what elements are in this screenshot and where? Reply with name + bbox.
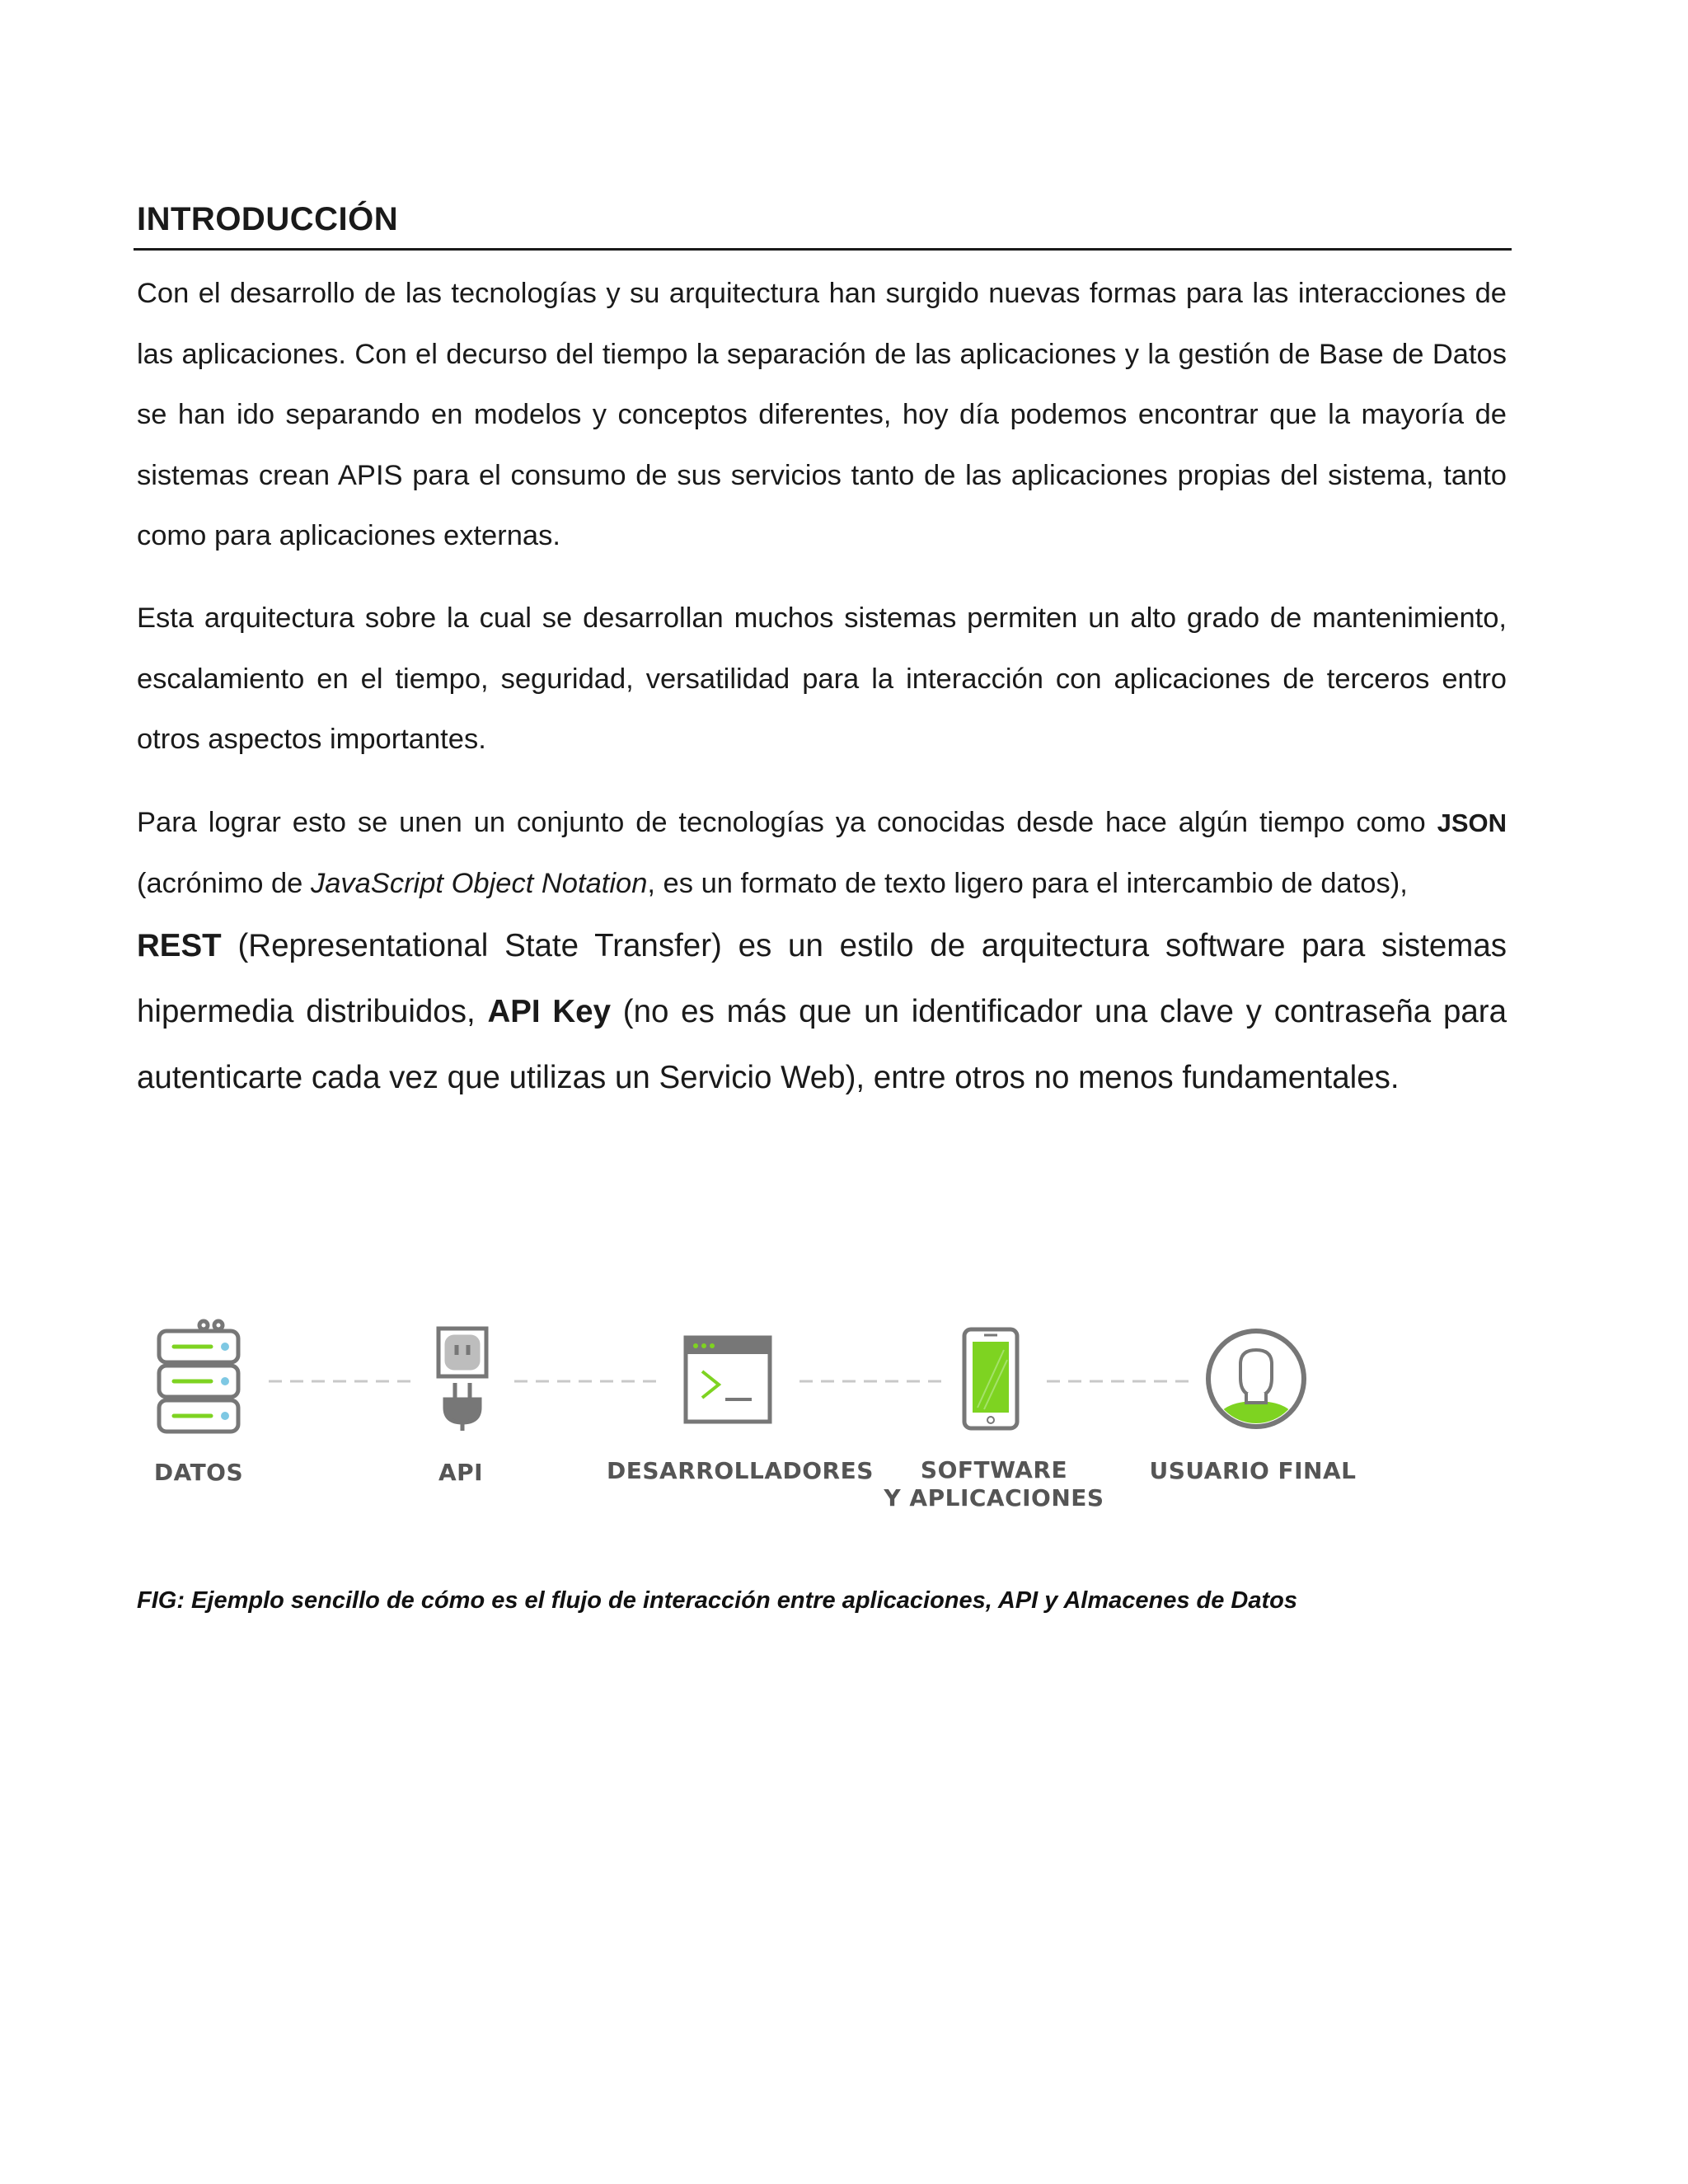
javascript-object-notation-term: JavaScript Object Notation bbox=[310, 867, 648, 899]
node-label-desarrolladores: DESARROLLADORES bbox=[607, 1457, 874, 1484]
paragraph3-text-5: (no es más que un identificador una clave y contraseña para autenticarte cada vez que utilizas un Servicio Web), entre otros no menos fundamentales. bbox=[137, 994, 1507, 1095]
user-avatar-icon bbox=[1208, 1331, 1304, 1434]
section-heading: INTRODUCCIÓN bbox=[137, 201, 399, 237]
intro-paragraph-1: Con el desarrollo de las tecnologías y su arquitectura han surgido nuevas formas para las interacciones de las aplicaciones. Con el decurso del tiempo la separación de las aplicaciones y la gestión de Base de Datos se han ido separando en modelos y conceptos diferentes, hoy día podemos encontrar que la mayoría de sistemas crean APIS para el consumo de sus servicios tanto de las aplicaciones propias del sistema, tanto como para aplicaciones externas. bbox=[137, 278, 1507, 552]
json-term: JSON bbox=[1437, 808, 1507, 837]
rest-term: REST bbox=[137, 928, 222, 963]
figure-caption: FIG: Ejemplo sencillo de cómo es el flujo de interacción entre aplicaciones, API y Almacenes de Datos bbox=[137, 1587, 1298, 1614]
paragraph3-text-4: (Representational State Transfer) es un estilo de arquitectura software para sistemas hipermedia distribuidos, bbox=[137, 928, 1507, 1029]
paragraph3-text-2: (acrónimo de bbox=[137, 867, 311, 899]
api-flow-diagram bbox=[0, 1286, 1688, 1558]
database-icon bbox=[159, 1321, 238, 1432]
paragraph3-text-1: Para lograr esto se unen un conjunto de tecnologías ya conocidas desde hace algún tiempo como bbox=[137, 807, 1437, 838]
smartphone-icon bbox=[964, 1329, 1017, 1428]
heading-underline bbox=[134, 248, 1512, 251]
intro-paragraph-2: Esta arquitectura sobre la cual se desarrollan muchos sistemas permiten un alto grado de mantenimiento, escalamiento en el tiempo, seguridad, versatilidad para la interacción con aplicaciones de terceros entro otros aspectos importantes. bbox=[137, 602, 1507, 756]
intro-paragraph-3-part-b bbox=[137, 913, 1507, 1111]
node-label-usuario-final: USUARIO FINAL bbox=[1149, 1457, 1357, 1484]
node-label-datos: DATOS bbox=[153, 1459, 244, 1486]
node-label-software-line2: Y APLICACIONES bbox=[884, 1484, 1104, 1511]
node-label-api: API bbox=[438, 1459, 484, 1486]
api-key-term: API Key bbox=[487, 994, 612, 1029]
paragraph3-text-3: , es un formato de texto ligero para el intercambio de datos), bbox=[647, 867, 1408, 899]
power-plug-icon bbox=[438, 1329, 486, 1431]
terminal-window-icon bbox=[686, 1338, 770, 1422]
intro-paragraph-3-part-a bbox=[137, 793, 1507, 914]
node-label-software-line1: SOFTWARE bbox=[920, 1456, 1068, 1483]
